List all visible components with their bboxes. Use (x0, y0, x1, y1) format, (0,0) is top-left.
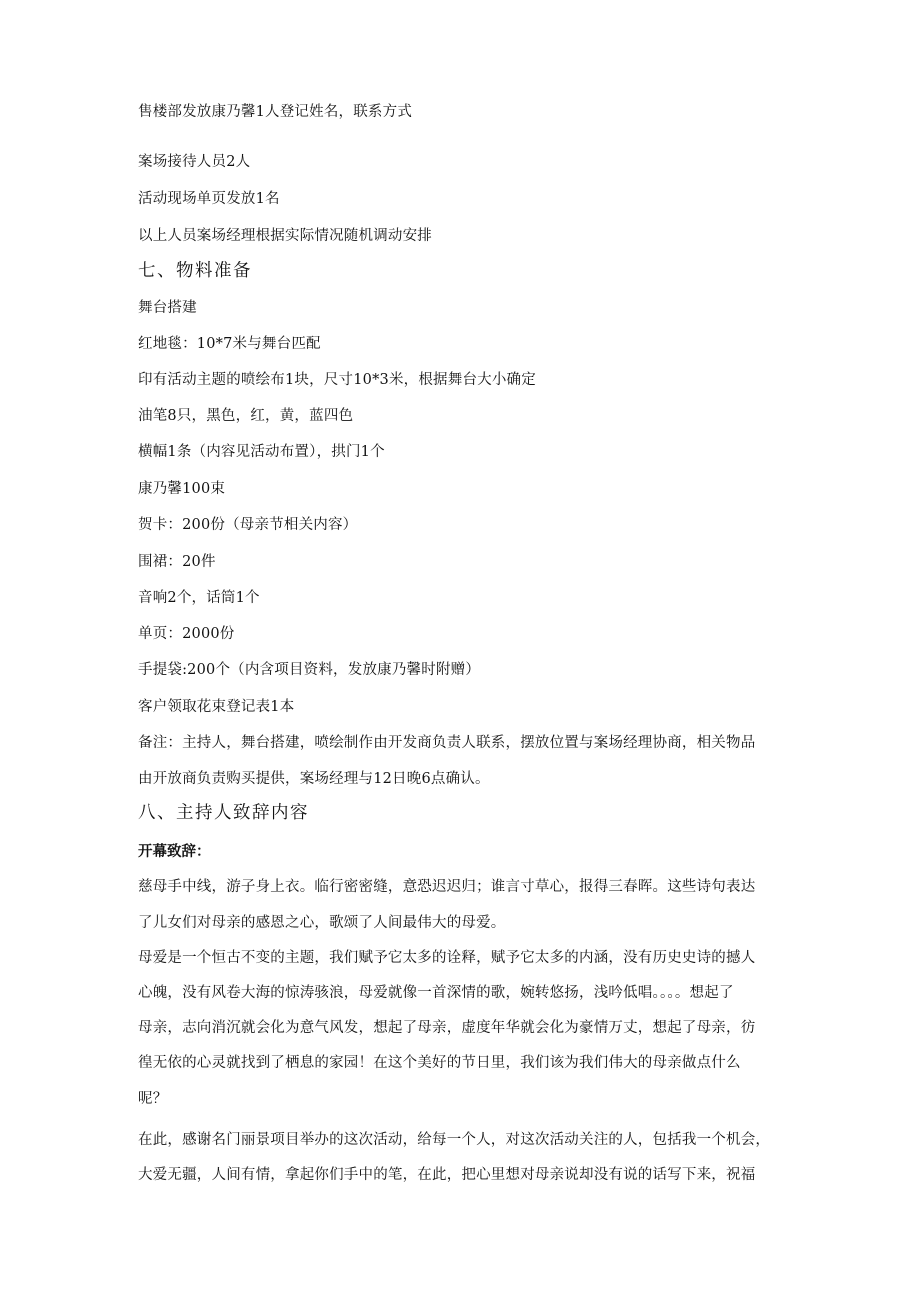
speech-paragraph-3 (138, 1130, 788, 1185)
paragraph-line: 徨无依的心灵就找到了栖息的家园！在这个美好的节日里，我们该为我们伟大的母亲做点什么 (138, 1055, 741, 1071)
material-item: 舞台搭建 (138, 300, 197, 316)
staff-line: 售楼部发放康乃馨1人登记姓名，联系方式 (138, 104, 413, 120)
material-item: 油笔8只，黑色，红，黄，蓝四色 (138, 408, 354, 424)
material-item: 贺卡：200份（母亲节相关内容） (138, 517, 358, 533)
material-item: 围裙：20件 (138, 554, 216, 570)
materials-note (138, 733, 788, 789)
paragraph-line: 了儿女们对母亲的感恩之心，歌颂了人间最伟大的母爱。 (138, 915, 506, 931)
material-item: 横幅1条（内容见活动布置），拱门1个 (138, 444, 385, 460)
staff-line: 以上人员案场经理根据实际情况随机调动安排 (138, 228, 432, 244)
speech-paragraph-1 (138, 877, 788, 933)
paragraph-line: 大爱无疆，人间有情，拿起你们手中的笔，在此，把心里想对母亲说却没有说的话写下来，祝福 (138, 1167, 756, 1183)
section-heading-speech: 八、主持人致辞内容 (138, 803, 309, 823)
material-item: 印有活动主题的喷绘布1块，尺寸10*3米，根据舞台大小确定 (138, 372, 536, 388)
section-heading-materials: 七、物料准备 (138, 261, 252, 281)
paragraph-line: 母亲，志向消沉就会化为意气风发，想起了母亲，虚度年华就会化为豪情万丈，想起了母亲，彷 (138, 1020, 756, 1036)
paragraph-line: 呢？ (138, 1091, 168, 1107)
material-item: 红地毯：10*7米与舞台匹配 (138, 336, 321, 352)
staff-line: 活动现场单页发放1名 (138, 191, 280, 207)
material-item: 客户领取花束登记表1本 (138, 699, 295, 715)
paragraph-line: 在此，感谢名门丽景项目举办的这次活动，给每一个人，对这次活动关注的人，包括我一个机会， (138, 1132, 771, 1148)
speech-paragraph-2 (138, 948, 788, 1109)
staff-line: 案场接待人员2人 (138, 154, 251, 170)
material-item: 手提袋:200个（内含项目资料，发放康乃馨时附赠） (138, 662, 481, 678)
speech-subheading: 开幕致辞： (138, 844, 211, 860)
material-item: 音响2个，话筒1个 (138, 590, 260, 606)
paragraph-line: 慈母手中线，游子身上衣。临行密密缝，意恐迟迟归；谁言寸草心，报得三春晖。这些诗句表达 (138, 879, 756, 895)
material-item: 康乃馨100束 (138, 481, 226, 497)
material-item: 单页：2000份 (138, 626, 235, 642)
paragraph-line: 母爱是一个恒古不变的主题，我们赋予它太多的诠释，赋予它太多的内涵，没有历史史诗的撼人 (138, 950, 756, 966)
note-line: 由开放商负责购买提供，案场经理与12日晚6点确认。 (138, 771, 490, 787)
paragraph-line: 心魄，没有风卷大海的惊涛骇浪，母爱就像一首深情的歌，婉转悠扬，浅吟低唱。。。。想起了 (138, 985, 734, 1001)
note-line: 备注：主持人，舞台搭建，喷绘制作由开发商负责人联系，摆放位置与案场经理协商，相关物品 (138, 735, 756, 751)
